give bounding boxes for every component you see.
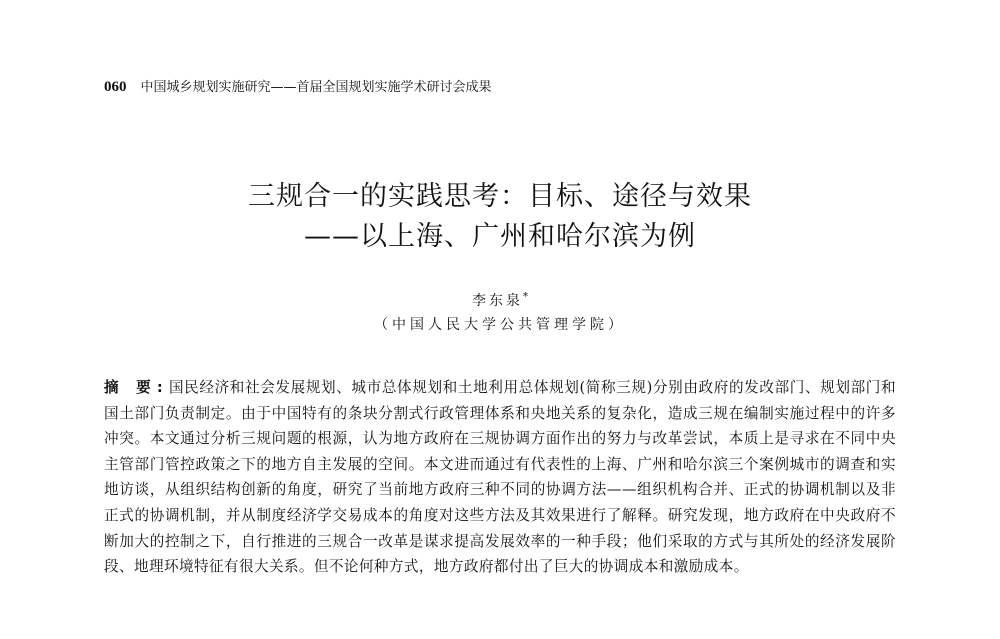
page-number: 060 [104, 79, 127, 95]
author-name [0, 290, 1000, 310]
abstract-label: 摘 要: [104, 379, 169, 396]
book-title: 中国城乡规划实施研究——首届全国规划实施学术研讨会成果 [140, 80, 492, 95]
abstract-paragraph [104, 375, 896, 580]
abstract-text: 国民经济和社会发展规划、城市总体规划和土地利用总体规划(简称三规)分别由政府的发改部门、规划部门和国土部门负责制定。由于中国特有的条块分割式行政管理体系和央地关系的复杂化，造成三规在编制实施过程中的许多冲突。本文通过分析三规问题的根源，认为地方政府在三规协调方面作出的努力与改革尝试，本质上是寻求在不同中央主管部门管控政策之下的地方自主发展的空间。本文进而通过有代表性的上海、广州和哈尔滨三个案例城市的调查和实地访谈，从组织结构创新的角度，研究了当前地方政府三种不同的协调方法——组织机构合并、正式的协调机制以及非正式的协调机制，并从制度经济学交易成本的角度对这些方法及其效果进行了解释。研究发现，地方政府在中央政府不断加大的控制之下，自行推进的三规合一改革是谋求提高发展效率的一种手段；他们采取的方式与其所处的经济发展阶段、地理环境特征有很大关系。但不论何种方式，地方政府都付出了巨大的协调成本和激励成本。 [104, 379, 896, 576]
running-header [104, 76, 492, 96]
article-title: 三规合一的实践思考：目标、途径与效果 [248, 181, 752, 212]
author-footnote-mark: * [523, 291, 528, 303]
article-subtitle: ——以上海、广州和哈尔滨为例 [304, 221, 696, 252]
author-affiliation: （中国人民大学公共管理学院） [374, 317, 626, 333]
author-name-text: 李东泉 [472, 293, 523, 309]
